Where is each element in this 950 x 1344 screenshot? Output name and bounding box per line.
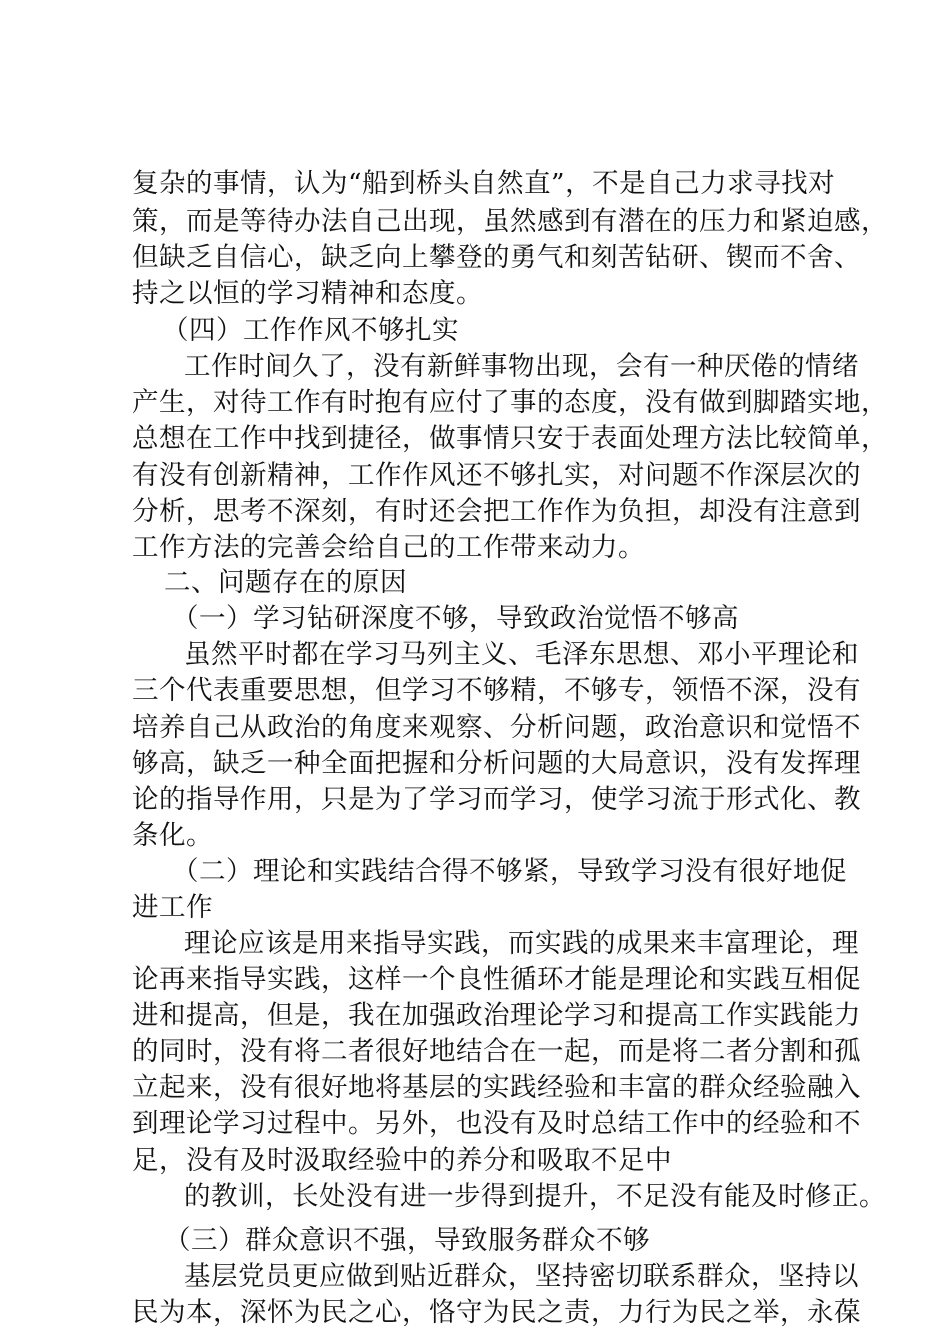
subsection-heading-continued: 进工作 xyxy=(132,892,213,923)
text-line: 理论应该是用来指导实践，而实践的成果来丰富理论，理 xyxy=(184,928,859,959)
text-line: 工作时间久了，没有新鲜事物出现，会有一种厌倦的情绪 xyxy=(184,351,859,382)
text-line: 培养自己从政治的角度来观察、分析问题，政治意识和觉悟不 xyxy=(132,712,861,743)
text-line: 策，而是等待办法自己出现，虽然感到有潜在的压力和紧迫感， xyxy=(132,206,888,237)
text-line: 有没有创新精神，工作作风还不够扎实，对问题不作深层次的 xyxy=(132,460,861,491)
text-line: 论再来指导实践，这样一个良性循环才能是理论和实践互相促 xyxy=(132,964,861,995)
text-line: 民为本，深怀为民之心，恪守为民之责，力行为民之举，永葆 xyxy=(132,1297,861,1328)
subsection-heading: （二）理论和实践结合得不够紧，导致学习没有很好地促 xyxy=(172,856,847,887)
text-line: 条化。 xyxy=(132,820,213,851)
text-line: 进和提高，但是，我在加强政治理论学习和提高工作实践能力 xyxy=(132,1000,861,1031)
text-line: 足，没有及时汲取经验中的养分和吸取不足中 xyxy=(132,1145,672,1176)
text-line: 分析，思考不深刻，有时还会把工作作为负担，却没有注意到 xyxy=(132,496,861,527)
text-line: 基层党员更应做到贴近群众，坚持密切联系群众，坚持以 xyxy=(184,1261,859,1292)
subsection-heading: （三）群众意识不强，导致服务群众不够 xyxy=(164,1225,650,1256)
text-line: 总想在工作中找到捷径，做事情只安于表面处理方法比较简单， xyxy=(132,423,888,454)
section-heading: （四）工作作风不够扎实 xyxy=(162,315,459,346)
text-line: 三个代表重要思想，但学习不够精，不够专，领悟不深，没有 xyxy=(132,675,861,706)
text-line: 复杂的事情，认为“船到桥头自然直”，不是自己力求寻找对 xyxy=(132,168,836,199)
text-line: 工作方法的完善会给自己的工作带来动力。 xyxy=(132,532,645,563)
subsection-heading: （一）学习钻研深度不够，导致政治觉悟不够高 xyxy=(172,603,739,634)
text-line: 的同时，没有将二者很好地结合在一起，而是将二者分割和孤 xyxy=(132,1036,861,1067)
text-line: 持之以恒的学习精神和态度。 xyxy=(132,278,483,309)
text-line: 但缺乏自信心，缺乏向上攀登的勇气和刻苦钻研、锲而不舍、 xyxy=(132,242,861,273)
text-line: 虽然平时都在学习马列主义、毛泽东思想、邓小平理论和 xyxy=(184,639,859,670)
text-line: 产生，对待工作有时抱有应付了事的态度，没有做到脚踏实地， xyxy=(132,387,888,418)
text-line: 立起来，没有很好地将基层的实践经验和丰富的群众经验融入 xyxy=(132,1072,861,1103)
text-line: 论的指导作用，只是为了学习而学习，使学习流于形式化、教 xyxy=(132,784,861,815)
text-line: 的教训，长处没有进一步得到提升，不足没有能及时修正。 xyxy=(184,1181,886,1212)
text-line: 够高，缺乏一种全面把握和分析问题的大局意识，没有发挥理 xyxy=(132,748,861,779)
text-line: 到理论学习过程中。另外，也没有及时总结工作中的经验和不 xyxy=(132,1108,861,1139)
section-heading: 二、问题存在的原因 xyxy=(164,567,407,598)
